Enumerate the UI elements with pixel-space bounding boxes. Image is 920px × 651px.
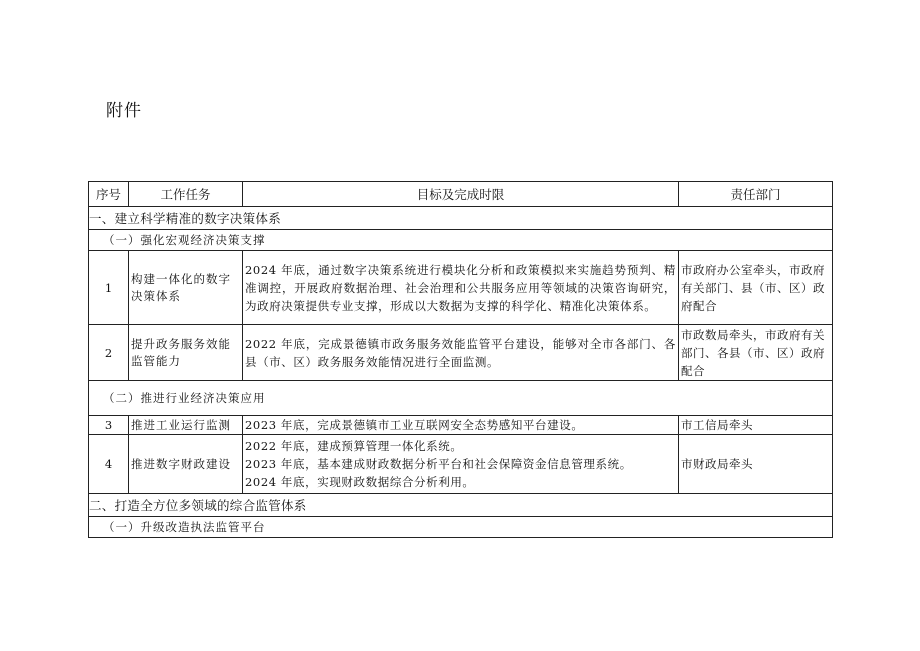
row-goal: 2024 年底，通过数字决策系统进行模块化分析和政策模拟来实施趋势预判、精准调控，开展政府数据治理、社会治理和公共服务应用等领域的决策咨询研究，为政府决策提供专业支撑，形成以大数据为支撑的科学化、精准化决策体系。 [243,251,679,325]
header-goal: 目标及完成时限 [243,182,679,207]
row-task: 提升政务服务效能监管能力 [129,325,243,381]
attachment-label: 附件 [106,101,142,121]
header-task: 工作任务 [129,182,243,207]
section-title: 二、打造全方位多领域的综合监管体系 [89,494,833,517]
row-dept: 市政数局牵头，市政府有关部门、各县（市、区）政府配合 [679,325,833,381]
row-dept: 市财政局牵头 [679,435,833,494]
header-dept: 责任部门 [679,182,833,207]
goal-line: 2022 年底，建成预算管理一体化系统。 [245,439,463,453]
row-task: 构建一体化的数字决策体系 [129,251,243,325]
table-row [89,435,833,494]
table-header-row [89,182,833,207]
subsection-row [89,517,833,538]
row-no: 2 [89,325,129,381]
table-row [89,325,833,381]
row-dept: 市工信局牵头 [679,416,833,435]
subsection-row [89,381,833,416]
subsection-title: （二）推进行业经济决策应用 [89,381,833,416]
row-goal [243,435,679,494]
row-goal: 2022 年底，完成景德镇市政务服务效能监管平台建设，能够对全市各部门、各县（市、区）政务服务效能情况进行全面监测。 [243,325,679,381]
section-title: 一、建立科学精准的数字决策体系 [89,207,833,230]
subsection-title: （一）强化宏观经济决策支撑 [89,230,833,251]
row-dept: 市政府办公室牵头，市政府有关部门、县（市、区）政府配合 [679,251,833,325]
goal-line: 2023 年底，基本建成财政数据分析平台和社会保障资金信息管理系统。 [245,457,632,471]
goal-line: 2024 年底，实现财政数据综合分析利用。 [245,475,475,489]
header-no: 序号 [89,182,129,207]
row-task: 推进数字财政建设 [129,435,243,494]
row-goal: 2023 年底，完成景德镇市工业互联网安全态势感知平台建设。 [243,416,679,435]
task-table [88,181,833,538]
row-no: 4 [89,435,129,494]
subsection-title: （一）升级改造执法监管平台 [89,517,833,538]
section-row [89,494,833,517]
table-row [89,251,833,325]
row-no: 3 [89,416,129,435]
row-no: 1 [89,251,129,325]
table-row [89,416,833,435]
row-task: 推进工业运行监测 [129,416,243,435]
section-row [89,207,833,230]
subsection-row [89,230,833,251]
